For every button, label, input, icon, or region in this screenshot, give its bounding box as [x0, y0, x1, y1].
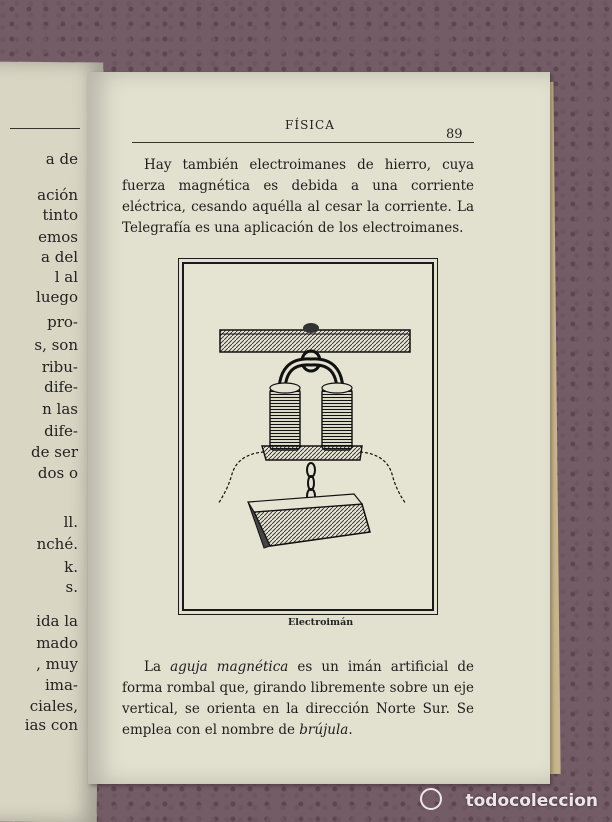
- left-page-line: ida la: [36, 612, 78, 630]
- left-page-line: ll.: [63, 513, 78, 531]
- left-page-line: ima-: [44, 676, 78, 694]
- electromagnet-drawing: [184, 264, 432, 609]
- emphasis-term: aguja magnética: [170, 659, 289, 675]
- left-page-line: dos o: [37, 464, 78, 482]
- text-part: La: [144, 659, 171, 675]
- left-page-line: , muy: [36, 655, 78, 673]
- running-header-title: FÍSICA: [285, 118, 335, 132]
- page-number: 89: [446, 127, 463, 142]
- left-page-line: ciales,: [29, 697, 78, 715]
- watermark-text: todocoleccion: [465, 791, 598, 811]
- left-page-line: l al: [54, 268, 78, 286]
- left-page-line: k.: [64, 558, 78, 576]
- emphasis-term: brújula: [299, 722, 349, 738]
- left-page-line: dife-: [44, 422, 78, 440]
- header-rule: [132, 142, 474, 143]
- left-page-line: ación: [37, 186, 78, 204]
- text-part: .: [348, 722, 353, 738]
- left-page-line: emos: [38, 228, 78, 246]
- left-page-line: s, son: [34, 336, 78, 354]
- left-page-line: ribu-: [41, 358, 78, 376]
- left-page-line: dife-: [44, 378, 78, 396]
- left-page-rule: [10, 128, 80, 129]
- left-page-line: pro-: [47, 313, 78, 331]
- left-page-line: a de: [45, 150, 78, 168]
- left-page-line: luego: [36, 288, 78, 306]
- left-page-line: nché.: [36, 535, 78, 553]
- left-page-line: tinto: [42, 206, 78, 224]
- left-page-line: n las: [42, 400, 78, 418]
- figure-caption: Electroimán: [288, 617, 354, 628]
- left-page-line: de ser: [31, 443, 78, 461]
- watermark-logo-icon: [420, 788, 442, 810]
- left-page-line: a del: [41, 248, 78, 266]
- left-page-line: s.: [65, 578, 78, 596]
- paragraph-aguja-magnetica: [122, 657, 474, 741]
- left-page-line: mado: [36, 634, 78, 652]
- paragraph-electroimanes: Hay también electroimanes de hierro, cuya fuerza magnética es debida a una corriente eléctrica, cesando aquélla al cesar la corriente. La Telegrafía es una aplicación de los electroimanes.: [122, 157, 474, 236]
- left-page-line: ias con: [24, 716, 78, 734]
- text-part: es un imán artificial de forma rombal que, girando libremente sobre un eje vertical, se orienta en la dirección Norte Sur. Se emplea con el nombre de: [122, 659, 474, 738]
- electromagnet-illustration: [182, 262, 434, 611]
